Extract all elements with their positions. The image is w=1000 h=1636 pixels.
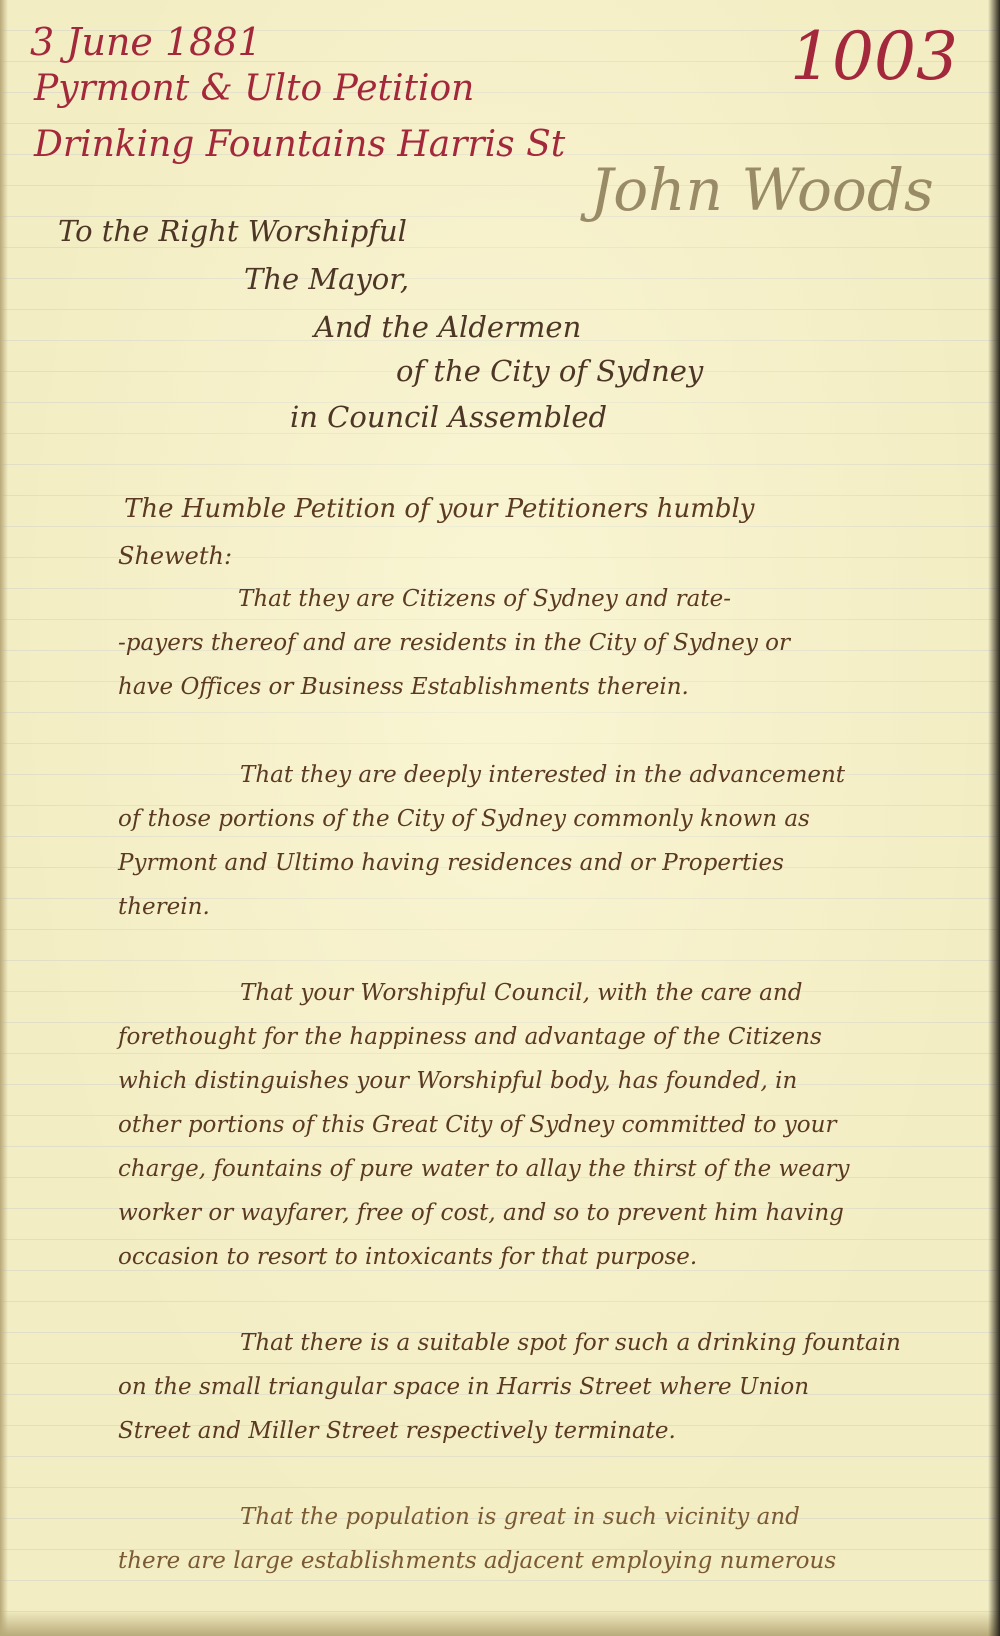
para3-line7: occasion to resort to intoxicants for that purpose. <box>118 1244 698 1270</box>
address-line-5: in Council Assembled <box>290 400 608 434</box>
para5-line2: there are large establishments adjacent employing numerous <box>118 1548 837 1574</box>
para3-line3: which distinguishes your Worshipful body, has founded, in <box>118 1068 798 1094</box>
para3-line6: worker or wayfarer, free of cost, and so to prevent him having <box>118 1200 844 1226</box>
para4-line2: on the small triangular space in Harris Street where Union <box>118 1374 810 1400</box>
petition-sheweth: Sheweth: <box>118 542 233 570</box>
address-line-2: The Mayor, <box>244 262 410 296</box>
para3-line5: charge, fountains of pure water to allay the thirst of the weary <box>118 1156 850 1182</box>
archive-date-note: 3 June 1881 <box>30 20 262 64</box>
para3-line2: forethought for the happiness and advantage of the Citizens <box>118 1024 822 1050</box>
para1-line1: That they are Citizens of Sydney and rate- <box>238 586 731 612</box>
page-bottom-edge <box>0 1610 1000 1636</box>
address-line-4: of the City of Sydney <box>396 354 704 388</box>
address-line-1: To the Right Worshipful <box>58 214 407 248</box>
folio-number: 1003 <box>790 18 958 95</box>
address-line-3: And the Aldermen <box>314 310 582 344</box>
para2-line1: That they are deeply interested in the advancement <box>240 762 846 788</box>
para3-line4: other portions of this Great City of Sydney committed to your <box>118 1112 837 1138</box>
para5-line1: That the population is great in such vicinity and <box>240 1504 800 1530</box>
archive-subject-line-2: Drinking Fountains Harris St <box>34 124 566 165</box>
para2-line3: Pyrmont and Ultimo having residences and or Properties <box>118 850 784 876</box>
para4-line3: Street and Miller Street respectively terminate. <box>118 1418 676 1444</box>
para1-line3: have Offices or Business Establishments therein. <box>118 674 689 700</box>
archive-subject-line-1: Pyrmont & Ulto Petition <box>34 68 475 109</box>
para2-line4: therein. <box>118 894 210 920</box>
para4-line1: That there is a suitable spot for such a drinking fountain <box>240 1330 901 1356</box>
para2-line2: of those portions of the City of Sydney commonly known as <box>118 806 810 832</box>
petition-intro: The Humble Petition of your Petitioners humbly <box>124 494 755 524</box>
signature: John Woods <box>590 156 934 224</box>
para1-line2: -payers thereof and are residents in the City of Sydney or <box>118 630 790 656</box>
para3-line1: That your Worshipful Council, with the care and <box>240 980 803 1006</box>
